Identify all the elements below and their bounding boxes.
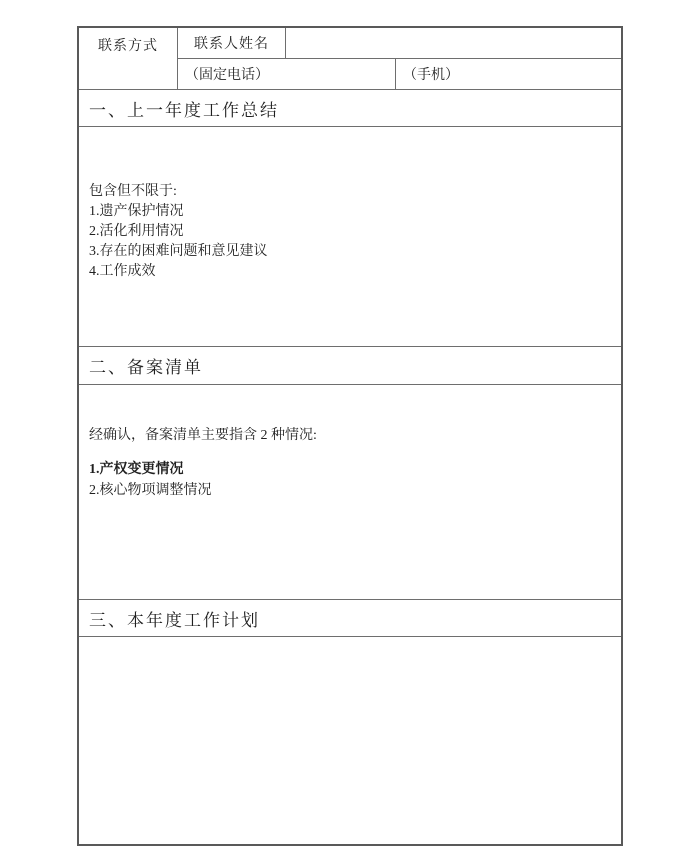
section-1-line: 2.活化利用情况: [89, 224, 184, 239]
section-1-body: [79, 127, 621, 347]
section-1-title: 一、上一年度工作总结: [79, 90, 621, 127]
contact-name-value-cell: [286, 28, 621, 58]
section-1-line: 包含但不限于:: [89, 184, 177, 199]
contact-block: [79, 28, 621, 90]
section-1-line: 4.工作成效: [89, 264, 156, 279]
section-1-line: 1.遗产保护情况: [89, 204, 184, 219]
mobile-label-cell: （手机）: [403, 68, 459, 83]
contact-right-cells: [178, 28, 621, 89]
contact-method-label: 联系方式: [79, 28, 178, 89]
form-table: [77, 26, 623, 846]
section-2-item: 1.产权变更情况: [89, 462, 184, 477]
section-2-body: [79, 385, 621, 600]
section-3-title: 三、本年度工作计划: [79, 600, 621, 637]
contact-name-label: 联系人姓名: [178, 28, 286, 58]
section-3-body: [79, 637, 621, 844]
section-2-title: 二、备案清单: [79, 347, 621, 385]
section-2-intro: 经确认，备案清单主要指含 2 种情况:: [89, 428, 317, 443]
section-2-item: 2.核心物项调整情况: [89, 483, 212, 498]
contact-phone-row: [178, 59, 621, 89]
landline-label-cell: （固定电话）: [178, 59, 396, 89]
contact-name-row: [178, 28, 621, 59]
section-1-line: 3.存在的困难问题和意见建议: [89, 244, 268, 259]
